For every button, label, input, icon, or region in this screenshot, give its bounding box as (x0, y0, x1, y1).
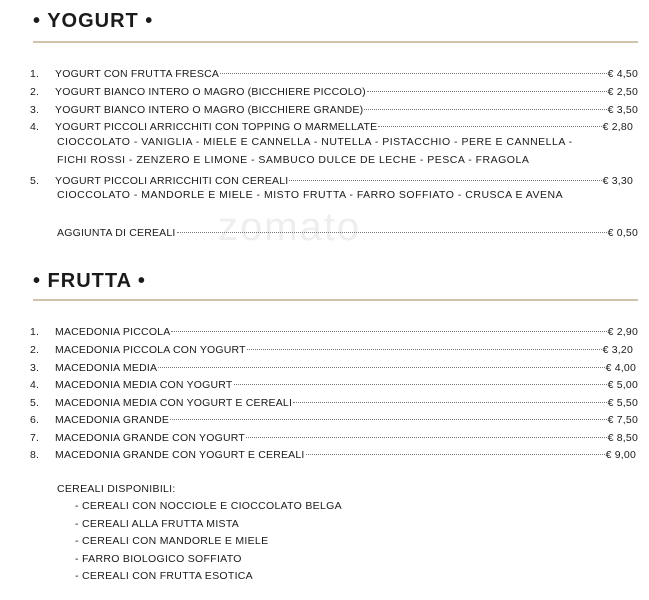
item-name: MACEDONIA PICCOLA (55, 326, 171, 338)
item-price: € 4,00 (605, 362, 636, 374)
cereali-item: - CEREALI CON NOCCIOLE E CIOCCOLATO BELGA (75, 500, 342, 512)
menu-item (30, 82, 638, 98)
dot-leader (367, 79, 607, 92)
item-price: € 3,50 (607, 104, 638, 116)
menu-item (30, 64, 638, 80)
item-number: 6. (30, 414, 40, 426)
item-name: MACEDONIA GRANDE CON YOGURT E CEREALI (55, 449, 305, 461)
divider (33, 41, 638, 43)
dot-leader (171, 319, 606, 332)
frutta-section-title: • FRUTTA • (33, 270, 146, 292)
item-price: € 5,00 (607, 379, 638, 391)
item-price: € 9,00 (605, 449, 636, 461)
item-name: MACEDONIA PICCOLA CON YOGURT (55, 344, 246, 356)
item-number: 4. (30, 379, 40, 391)
dot-leader (247, 337, 602, 350)
item-name: MACEDONIA GRANDE CON YOGURT (55, 432, 245, 444)
item-price: € 4,50 (607, 68, 638, 80)
dot-leader (378, 114, 601, 127)
item-price: € 3,20 (602, 344, 633, 356)
item-name: YOGURT CON FRUTTA FRESCA (55, 68, 220, 80)
item-options: FICHI ROSSI - ZENZERO E LIMONE - SAMBUCO DULCE DE LECHE - PESCA - FRAGOLA (57, 154, 530, 166)
item-price: € 8,50 (607, 432, 638, 444)
dot-leader (364, 97, 606, 110)
dot-leader (246, 425, 607, 438)
item-number: 7. (30, 432, 40, 444)
dot-leader (158, 355, 604, 368)
item-price: € 2,50 (607, 86, 638, 98)
item-number: 8. (30, 449, 40, 461)
item-number: 3. (30, 104, 40, 116)
item-name: YOGURT PICCOLI ARRICCHITI CON TOPPING O MARMELLATE (55, 121, 378, 133)
cereali-item: - CEREALI CON MANDORLE E MIELE (75, 535, 269, 547)
item-name: MACEDONIA MEDIA CON YOGURT E CEREALI (55, 397, 293, 409)
item-name: MACEDONIA GRANDE (55, 414, 170, 426)
dot-leader (177, 220, 607, 233)
menu-item (30, 410, 638, 426)
dot-leader (293, 390, 607, 403)
item-name: YOGURT PICCOLI ARRICCHITI CON CEREALI (55, 175, 289, 187)
cereali-heading: CEREALI DISPONIBILI: (57, 483, 176, 495)
menu-item-extra (57, 223, 638, 239)
item-name: YOGURT BIANCO INTERO O MAGRO (BICCHIERE GRANDE) (55, 104, 364, 116)
item-number: 1. (30, 326, 40, 338)
menu-item (30, 445, 636, 461)
dot-leader (289, 168, 601, 181)
item-number: 4. (30, 121, 40, 133)
item-price: € 5,50 (607, 397, 638, 409)
item-number: 5. (30, 397, 40, 409)
yogurt-section-title: • YOGURT • (33, 10, 154, 32)
menu-item (30, 322, 638, 338)
item-price: € 3,30 (602, 175, 633, 187)
menu-item (30, 171, 633, 187)
item-price: € 2,80 (602, 121, 633, 133)
cereali-item: - FARRO BIOLOGICO SOFFIATO (75, 553, 242, 565)
dot-leader (234, 372, 607, 385)
dot-leader (220, 61, 607, 74)
item-price: € 7,50 (607, 414, 638, 426)
item-options: CIOCCOLATO - VANIGLIA - MIELE E CANNELLA - NUTELLA - PISTACCHIO - PERE E CANNELLA - (57, 136, 573, 148)
menu-item (30, 375, 638, 391)
menu-item (30, 117, 633, 133)
item-name: AGGIUNTA DI CEREALI (57, 227, 176, 239)
dot-leader (170, 407, 607, 420)
item-number: 2. (30, 86, 40, 98)
watermark: zomato (218, 205, 362, 249)
divider (33, 299, 638, 301)
item-price: € 2,90 (607, 326, 638, 338)
item-options: CIOCCOLATO - MANDORLE E MIELE - MISTO FRUTTA - FARRO SOFFIATO - CRUSCA E AVENA (57, 189, 564, 201)
menu-item (30, 340, 633, 356)
item-number: 2. (30, 344, 40, 356)
cereali-item: - CEREALI CON FRUTTA ESOTICA (75, 570, 253, 582)
item-price: € 0,50 (607, 227, 638, 239)
item-name: MACEDONIA MEDIA CON YOGURT (55, 379, 233, 391)
item-number: 1. (30, 68, 40, 80)
dot-leader (306, 442, 605, 455)
cereali-item: - CEREALI ALLA FRUTTA MISTA (75, 518, 240, 530)
item-name: YOGURT BIANCO INTERO O MAGRO (BICCHIERE PICCOLO) (55, 86, 366, 98)
item-number: 5. (30, 175, 40, 187)
item-number: 3. (30, 362, 40, 374)
item-name: MACEDONIA MEDIA (55, 362, 158, 374)
